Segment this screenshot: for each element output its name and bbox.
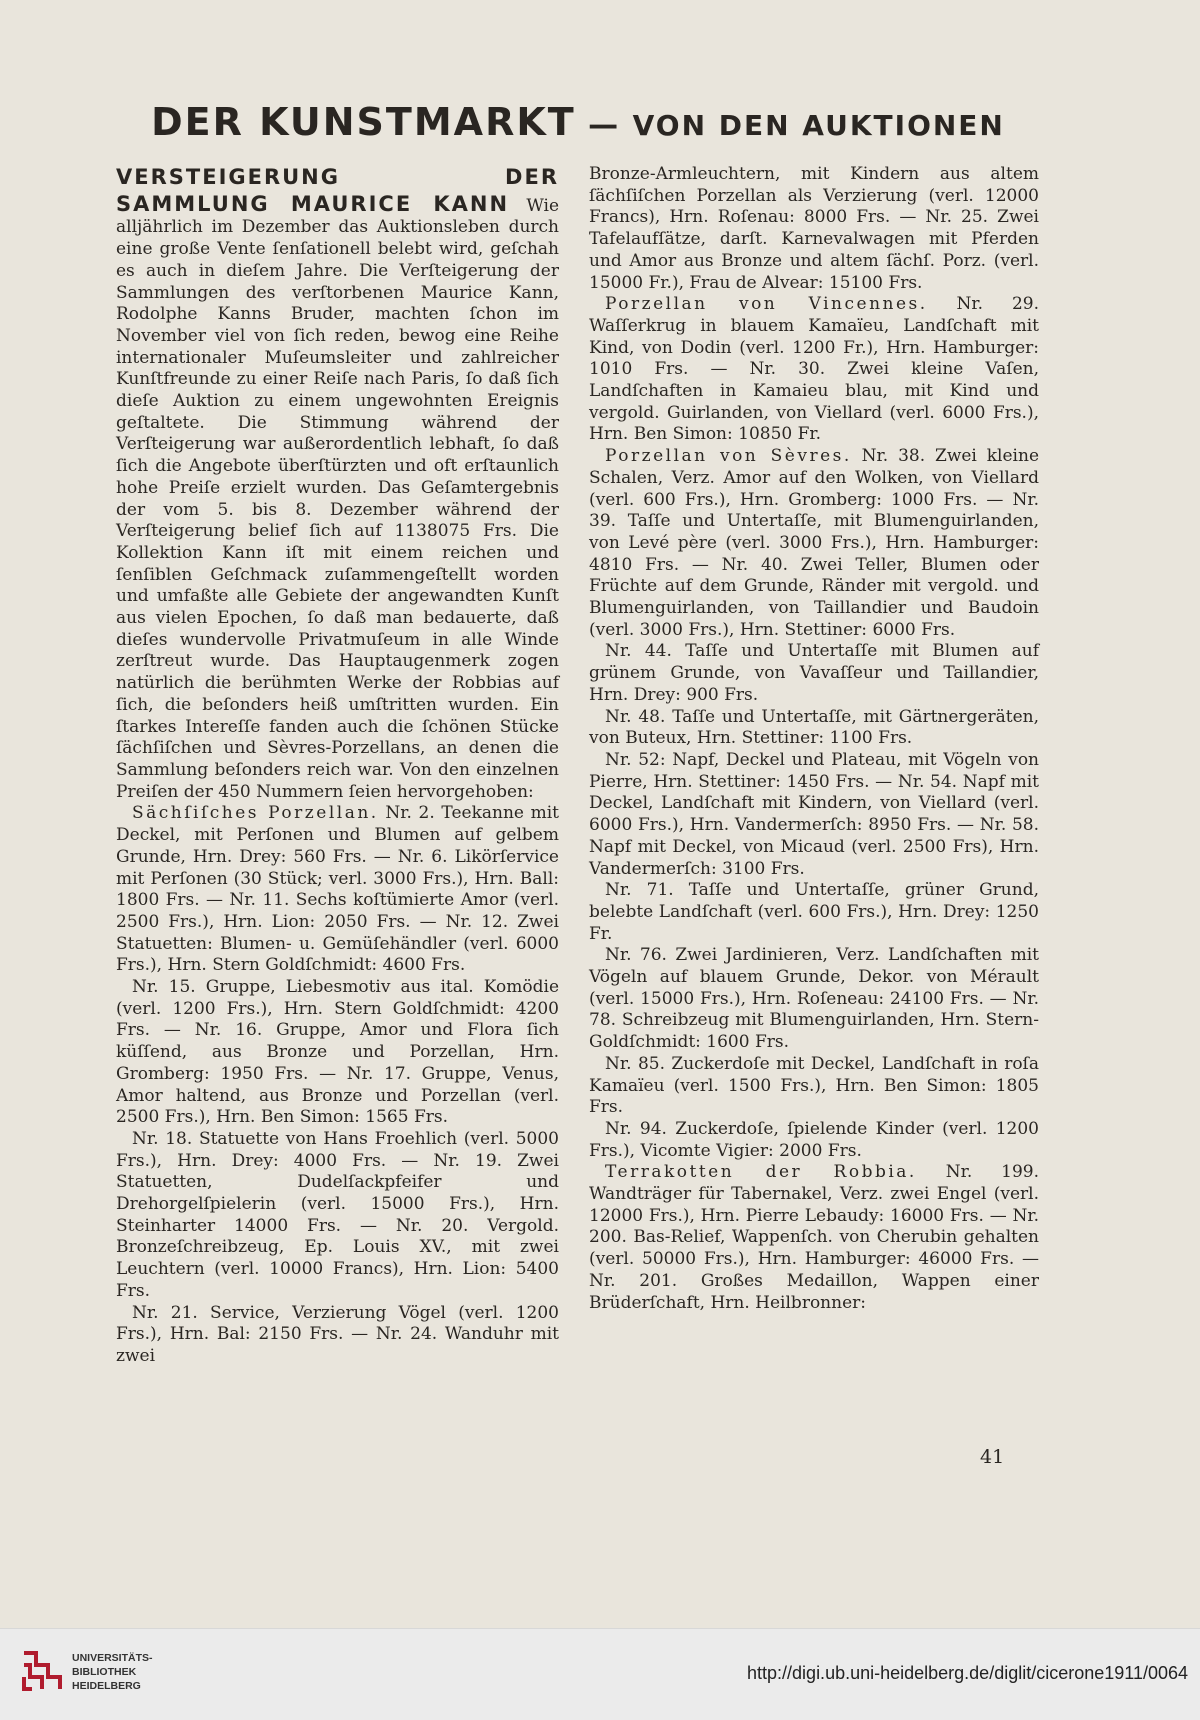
category-lead: Porzellan von Vincennes. xyxy=(605,294,928,315)
section-title: VERSTEIGERUNG DER SAMMLUNG MAURICE KANN xyxy=(116,165,559,216)
permalink-url[interactable]: http://digi.ub.uni-heidelberg.de/diglit/cicerone1911/0064 xyxy=(747,1663,1188,1683)
paragraph: Nr. 76. Zwei Jardinieren, Verz. Landſchaften mit Vögeln auf blauem Grunde, Dekor. von Mérault (verl. 15000 Frs.), Hrn. Roſeneau: 24100 Frs. — Nr. 78. Schreibzeug mit Blumenguirlanden, Hrn. Stern-Goldſchmidt: 1600 Frs. xyxy=(589,945,1039,1053)
paragraph: Nr. 94. Zuckerdoſe, ſpielende Kinder (verl. 1200 Frs.), Vicomte Vigier: 2000 Frs. xyxy=(589,1118,1039,1161)
library-name xyxy=(72,1651,153,1693)
category-lead: Terrakotten der Robbia. xyxy=(605,1162,917,1183)
paragraph-continued: Bronze-Armleuchtern, mit Kindern aus altem ſächſiſchen Porzellan als Verzierung (verl. 12000 Francs), Hrn. Roſenau: 8000 Frs. — Nr. 25. Zwei Tafelaufſätze, darſt. Karnevalwagen mit Pferden und Amor aus Bronze und altem ſächſ. Porz. (verl. 15000 Fr.), Frau de Alvear: 15100 Frs. xyxy=(589,164,1039,293)
paragraph: Nr. 44. Taſſe und Untertaſſe mit Blumen auf grünem Grunde, von Vavaſſeur und Taillandier, Hrn. Drey: 900 Frs. xyxy=(589,641,1039,705)
paragraph-vincennes xyxy=(589,294,1039,446)
paragraph: Nr. 15. Gruppe, Liebesmotiv aus ital. Komödie (verl. 1200 Frs.), Hrn. Stern Goldſchmidt: 4200 Frs. — Nr. 16. Gruppe, Amor und Flora ſich küſſend, aus Bronze und Porzellan, Hrn. Gromberg: 1950 Frs. — Nr. 17. Gruppe, Venus, Amor haltend, aus Bronze und Porzellan (verl. 2500 Frs.), Hrn. Ben Simon: 1565 Frs. xyxy=(116,977,559,1128)
paragraph-robbia xyxy=(589,1162,1039,1314)
paragraph-text: Wie alljährlich im Dezember das Auktionsleben durch eine große Vente ſenſationell belebt wird, geſchah es auch in dieſem Jahre. Die Verſteigerung der Sammlungen des verſtorbenen Maurice Kann, Rodolphe Kanns Bruder, machten ſchon im November viel von ſich reden, bewog eine Reihe internationaler Muſeumsleiter und zahlreicher Kunſtfreunde zu einer Reiſe nach Paris, ſo daß ſich dieſe Auktion zu einem ungewohnten Ereignis geſtaltete. Die Stimmung während der Verſteigerung war außerordentlich lebhaft, ſo daß ſich die Angebote überſtürzten und oft erſtaunlich hohe Preiſe erzielt wurden. Das Geſamtergebnis der vom 5. bis 8. Dezember während der Verſteigerung belief ſich auf 1138075 Frs. Die Kollektion Kann iſt mit einem reichen und ſenſiblen Geſchmack zuſammengeſtellt worden und umfaßte alle Gebiete der angewandten Kunſt aus vielen Epochen, ſo daß man bedauerte, daß dieſes wundervolle Privatmuſeum in alle Winde zerſtreut wurde. Das Hauptaugenmerk zogen natürlich die berühmten Werke der Robbias auf ſich, die beſonders heiß umſtritten wurden. Ein ſtarkes Intereſſe fanden auch die ſchönen Stücke ſächſiſchen und Sèvres-Porzellans, an denen die Sammlung beſonders reich war. Von den einzelnen Preiſen der 450 Nummern ſeien hervorgehoben: xyxy=(116,195,560,802)
header-title-separator: — xyxy=(575,108,633,143)
paragraph-text: Nr. 199. Wandträger für Tabernakel, Verz. zwei Engel (verl. 12000 Frs.), Hrn. Pierre Lebaudy: 16000 Frs. — Nr. 200. Bas-Relief, Wappenſch. von Cherubin gehalten (verl. 50000 Frs.), Hrn. Hamburger: 46000 Frs. — Nr. 201. Großes Medaillon, Wappen einer Brüderſchaft, Hrn. Heilbronner: xyxy=(589,1162,1039,1313)
paragraph-sevres xyxy=(589,446,1039,641)
university-library-logo-icon[interactable] xyxy=(20,1645,66,1697)
category-lead: Sächſiſches Porzellan. xyxy=(132,803,379,824)
paragraph-intro xyxy=(116,164,559,803)
paragraph-text: Nr. 38. Zwei kleine Schalen, Verz. Amor auf den Wolken, von Viellard (verl. 600 Frs.), Hrn. Gromberg: 1000 Frs. — Nr. 39. Taſſe und Untertaſſe, mit Blumenguirlanden, von Levé père (verl. 3000 Frs.), Hrn. Hamburger: 4810 Frs. — Nr. 40. Zwei Teller, Blumen oder Früchte auf dem Grunde, Ränder mit vergold. und Blumenguirlanden, von Taillandier und Baudoin (verl. 3000 Frs.), Hrn. Stettiner: 6000 Frs. xyxy=(589,446,1040,640)
header-title-sub: VON DEN AUKTIONEN xyxy=(632,109,1005,142)
header-title-main: DER KUNSTMARKT xyxy=(151,100,576,144)
paragraph: Nr. 48. Taſſe und Untertaſſe, mit Gärtnergeräten, von Buteux, Hrn. Stettiner: 1100 Frs. xyxy=(589,706,1039,749)
left-column xyxy=(116,164,559,1368)
page-number: 41 xyxy=(980,1446,1005,1468)
footer-bar xyxy=(0,1628,1200,1720)
paragraph-text: Nr. 29. Waſſerkrug in blauem Kamaïeu, Landſchaft mit Kind, von Dodin (verl. 1200 Fr.), Hrn. Hamburger: 1010 Frs. — Nr. 30. Zwei kleine Vaſen, Landſchaften in Kamaieu blau, mit Kind und vergold. Guirlanden, von Viellard (verl. 6000 Frs.), Hrn. Ben Simon: 10850 Fr. xyxy=(589,294,1039,445)
paragraph: Nr. 18. Statuette von Hans Froehlich (verl. 5000 Frs.), Hrn. Drey: 4000 Frs. — Nr. 19. Zwei Statuetten, Dudelſackpfeifer und Drehorgelſpielerin (verl. 15000 Frs.), Hrn. Steinharter 14000 Frs. — Nr. 20. Vergold. Bronzeſchreibzeug, Ep. Louis XV., mit zwei Leuchtern (verl. 10000 Francs), Hrn. Lion: 5400 Frs. xyxy=(116,1128,559,1301)
paragraph: Nr. 52: Napf, Deckel und Plateau, mit Vögeln von Pierre, Hrn. Stettiner: 1450 Frs. — Nr. 54. Napf mit Deckel, Landſchaft mit Kindern, von Viellard (verl. 6000 Frs.), Hrn. Vandermerſch: 8950 Frs. — Nr. 58. Napf mit Deckel, von Micaud (verl. 2500 Frs), Hrn. Vandermerſch: 3100 Frs. xyxy=(589,749,1039,879)
paragraph-text: Nr. 2. Teekanne mit Deckel, mit Perſonen und Blumen auf gelbem Grunde, Hrn. Drey: 560 Frs. — Nr. 6. Likörſervice mit Perſonen (30 Stück; verl. 3000 Frs.), Hrn. Ball: 1800 Frs. — Nr. 11. Sechs koſtümierte Amor (verl. 2500 Frs.), Hrn. Lion: 2050 Frs. — Nr. 12. Zwei Statuetten: Blumen- u. Gemüſehändler (verl. 6000 Frs.), Hrn. Stern Goldſchmidt: 4600 Frs. xyxy=(116,803,560,976)
library-name-line: BIBLIOTHEK xyxy=(72,1666,137,1678)
library-name-line: HEIDELBERG xyxy=(72,1680,141,1692)
page-header-title xyxy=(118,100,1038,144)
paragraph: Nr. 85. Zuckerdoſe mit Deckel, Landſchaft in roſa Kamaïeu (verl. 1500 Frs.), Hrn. Ben Simon: 1805 Frs. xyxy=(589,1053,1039,1118)
paragraph: Nr. 21. Service, Verzierung Vögel (verl. 1200 Frs.), Hrn. Bal: 2150 Frs. — Nr. 24. Wanduhr mit zwei xyxy=(116,1302,559,1366)
paragraph-saechsisches-porzellan xyxy=(116,803,559,977)
category-lead: Porzellan von Sèvres. xyxy=(605,446,852,467)
right-column xyxy=(589,164,1039,1314)
paragraph: Nr. 71. Taſſe und Untertaſſe, grüner Grund, belebte Landſchaft (verl. 600 Frs.), Hrn. Drey: 1250 Fr. xyxy=(589,880,1039,944)
library-name-line: UNIVERSITÄTS- xyxy=(72,1652,153,1664)
